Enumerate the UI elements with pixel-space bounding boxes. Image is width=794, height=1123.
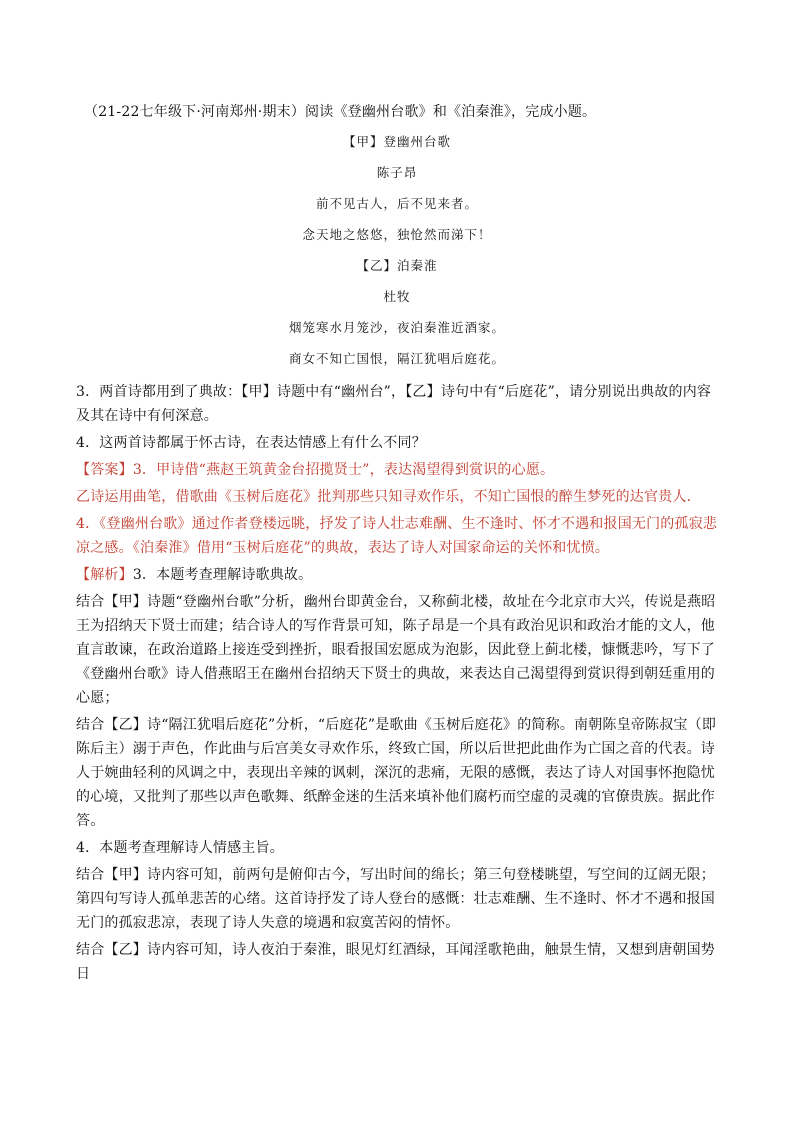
analysis-label: 【解析】 [76, 567, 133, 583]
answer-3-line-2: 乙诗运用曲笔，借歌曲《玉树后庭花》批判那些只知寻欢作乐，不知亡国恨的醉生梦死的达官贵人. [76, 489, 692, 505]
poem-yi [76, 256, 718, 369]
poem-jia [76, 132, 718, 245]
analysis-4-yi: 结合【乙】诗内容可知，诗人夜泊于秦淮，眼见灯红酒绿，耳闻淫歌艳曲，触景生情，又想到唐朝国势日 [76, 942, 715, 982]
poem-yi-title: 【乙】泊秦淮 [356, 258, 438, 273]
analysis-section [76, 563, 718, 986]
document-content [76, 100, 718, 989]
answer-4: 4．《登幽州台歌》通过作者登楼远眺，抒发了诗人壮志难酬、生不逢时、怀才不遇和报国无门的孤寂悲凉之感。《泊秦淮》借用“玉树后庭花”的典故，表达了诗人对国家命运的关怀和忧愤。 [76, 516, 718, 556]
analysis-3-jia: 结合【甲】诗题“登幽州台歌”分析，幽州台即黄金台，又称蓟北楼，故址在今北京市大兴，传说是燕昭王为招纳天下贤士而建；结合诗人的写作背景可知，陈子昂是一个具有政治见识和政治才能的文人，他直言敢谏，在政治道路上接连受到挫折，眼看报国宏愿成为泡影，因此登上蓟北楼，慷慨悲吟，写下了《登幽州台歌》诗人借燕昭王在幽州台招纳天下贤士的典故，来表达自己渴望得到赏识得到朝廷重用的心愿； [76, 594, 716, 706]
analysis-3-yi: 结合【乙】诗“隔江犹唱后庭花”分析，“后庭花”是歌曲《玉树后庭花》的简称。南朝陈皇帝陈叔宝（即陈后主）溺于声色，作此曲与后宫美女寻欢作乐，终致亡国，所以后世把此曲作为亡国之音的代表。诗人于婉曲轻利的风调之中，表现出辛辣的讽刺，深沉的悲痛，无限的感慨，表达了诗人对国事怀抱隐忧的心境，又批判了那些以声色歌舞、纸醉金迷的生活来填补他们腐朽而空虚的灵魂的官僚贵族。据此作答。 [76, 717, 717, 829]
question-3: 3．两首诗都用到了典故：【甲】诗题中有“幽州台”，【乙】诗句中有“后庭花”，请分别说出典故的内容及其在诗中有何深意。 [76, 384, 712, 424]
question-intro: （21-22七年级下·河南郑州·期末）阅读《登幽州台歌》和《泊秦淮》，完成小题。 [84, 104, 597, 120]
poem-jia-title: 【甲】登幽州台歌 [342, 134, 451, 149]
answer-section [76, 458, 718, 560]
analysis-3-title: 3．本题考查理解诗歌典故。 [132, 567, 313, 583]
analysis-4-head: 4．本题考查理解诗人情感主旨。 [76, 840, 284, 856]
answer-label: 【答案】 [76, 462, 133, 478]
question-4: 4．这两首诗都属于怀古诗，在表达情感上有什么不同？ [76, 435, 426, 451]
answer-3-line-1 [76, 458, 718, 482]
poem-yi-line-2: 商女不知亡国恨，隔江犹唱后庭花。 [288, 351, 505, 366]
poem-jia-line-2: 念天地之悠悠，独怆然而涕下！ [302, 227, 492, 242]
poem-jia-line-1: 前不见古人，后不见来者。 [315, 196, 478, 211]
analysis-4-jia: 结合【甲】诗内容可知，前两句是俯仰古今，写出时间的绵长；第三句登楼眺望，写空间的辽阔无限；第四句写诗人孤单悲苦的心绪。这首诗抒发了诗人登台的感慨：壮志难酬、生不逢时、怀才不遇和报国无门的孤寂悲凉，表现了诗人失意的境遇和寂寞苦闷的情怀。 [76, 867, 715, 931]
answer-3-text: 3．甲诗借“燕赵王筑黄金台招揽贤士”，表达渴望得到赏识的心愿。 [132, 462, 555, 478]
analysis-3-head [76, 563, 718, 587]
poem-yi-line-1: 烟笼寒水月笼沙，夜泊秦淮近酒家。 [288, 320, 505, 335]
poem-jia-author: 陈子昂 [376, 165, 418, 180]
poem-yi-author: 杜牧 [383, 289, 411, 304]
